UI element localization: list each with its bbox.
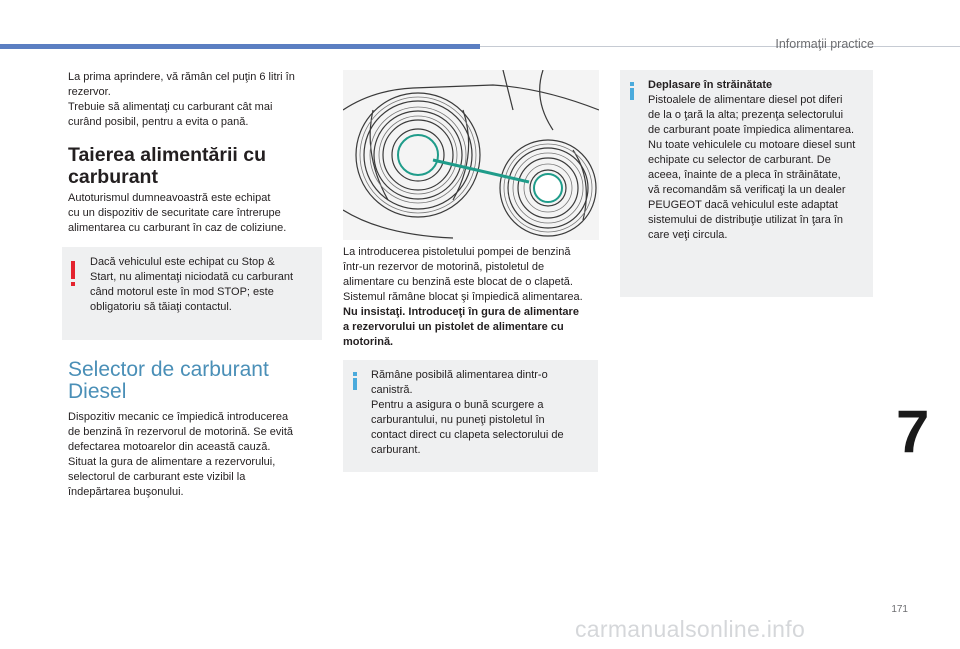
heading-line: Taierea alimentării cu [68, 144, 266, 166]
text-line: care veţi circula. [648, 229, 728, 241]
text-line: carburant. [371, 444, 421, 456]
cut-paragraph [68, 191, 328, 236]
text-line: PEUGEOT dacă vehiculul este adaptat [648, 199, 838, 211]
text-line: Pistoalele de alimentare diesel pot diferi [648, 94, 843, 106]
text-line: de carburant poate împiedica alimentarea. [648, 124, 855, 136]
text-line: selectorul de carburant este vizibil la [68, 471, 246, 483]
section-title: Informaţii practice [775, 37, 874, 51]
info-box-title: Deplasare în străinătate [648, 79, 773, 91]
text-line: defectarea motoarelor din această cauză. [68, 441, 271, 453]
text-line: de la o ţară la alta; prezenţa selectorului [648, 109, 844, 121]
warning-box [62, 247, 322, 340]
text-line: Dispozitiv mecanic ce împiedică introducerea [68, 411, 289, 423]
text-line: echipate cu selector de carburant. De [648, 154, 831, 166]
text-line: contact direct cu clapeta selectorului de [371, 429, 564, 441]
heading-line: Diesel [68, 380, 127, 403]
text-line: vă recomandăm să verificaţi la un dealer [648, 184, 846, 196]
text-line: Dacă vehiculul este echipat cu Stop & [90, 256, 275, 268]
text-line: Pentru a asigura o bună scurgere a [371, 399, 544, 411]
text-line: Trebuie să alimentaţi cu carburant cât mai [68, 101, 273, 113]
text-line: a rezervorului un pistolet de alimentare cu [343, 321, 564, 333]
text-line: curând posibil, pentru a evita o pană. [68, 116, 249, 128]
chapter-number: 7 [896, 398, 930, 465]
header-accent-bar [0, 44, 480, 49]
text-line: canistră. [371, 384, 413, 396]
selector-paragraph [68, 410, 328, 500]
cut-heading [68, 144, 328, 188]
text-line: motorină. [343, 336, 394, 348]
text-line: într-un rezervor de motorină, pistoletul de [343, 261, 545, 273]
heading-line: Selector de carburant [68, 358, 269, 381]
page-number: 171 [891, 604, 908, 615]
text-line: Situat la gura de alimentare a rezervorului, [68, 456, 276, 468]
text-line: carburantului, nu puneţi pistoletul în [371, 414, 545, 426]
text-line: Autoturismul dumneavoastră este echipat [68, 192, 271, 204]
text-line: La introducerea pistoletului pompei de benzină [343, 246, 571, 258]
selector-heading [68, 359, 328, 403]
header-rule [480, 46, 960, 47]
text-line: Nu insistaţi. Introduceţi în gura de alimentare [343, 306, 579, 318]
text-line: Rămâne posibilă alimentarea dintr-o [371, 369, 548, 381]
watermark: carmanualsonline.info [575, 616, 806, 642]
text-line: alimentare cu benzină este blocat de o clapetă. [343, 276, 573, 288]
text-line: alimentarea cu carburant în caz de coliziune. [68, 222, 287, 234]
info-box-abroad [620, 70, 873, 297]
caption-paragraph [343, 245, 603, 350]
text-line: cu un dispozitiv de securitate care întrerupe [68, 207, 281, 219]
info-box-canister [343, 360, 598, 472]
text-line: când motorul este în mod STOP; este [90, 286, 274, 298]
fuel-inlet-illustration [343, 70, 599, 240]
heading-line: carburant [68, 166, 158, 188]
text-line: La prima aprindere, vă rămân cel puţin 6 litri în [68, 71, 295, 83]
text-line: rezervor. [68, 86, 111, 98]
intro-paragraph [68, 70, 328, 130]
text-line: Nu toate vehiculele cu motoare diesel sunt [648, 139, 856, 151]
text-line: de benzină în rezervorul de motorină. Se evită [68, 426, 294, 438]
text-line: îndepărtarea buşonului. [68, 486, 184, 498]
text-line: obligatoriu să tăiaţi contactul. [90, 301, 232, 313]
text-line: Start, nu alimentaţi niciodată cu carburant [90, 271, 294, 283]
text-line: Sistemul rămâne blocat şi împiedică alimentarea. [343, 291, 583, 303]
text-line: aceea, înainte de a pleca în străinătate, [648, 169, 841, 181]
fuel-inlet-drawing [343, 70, 599, 240]
text-line: sistemului de distribuţie utilizat în ţara în [648, 214, 844, 226]
